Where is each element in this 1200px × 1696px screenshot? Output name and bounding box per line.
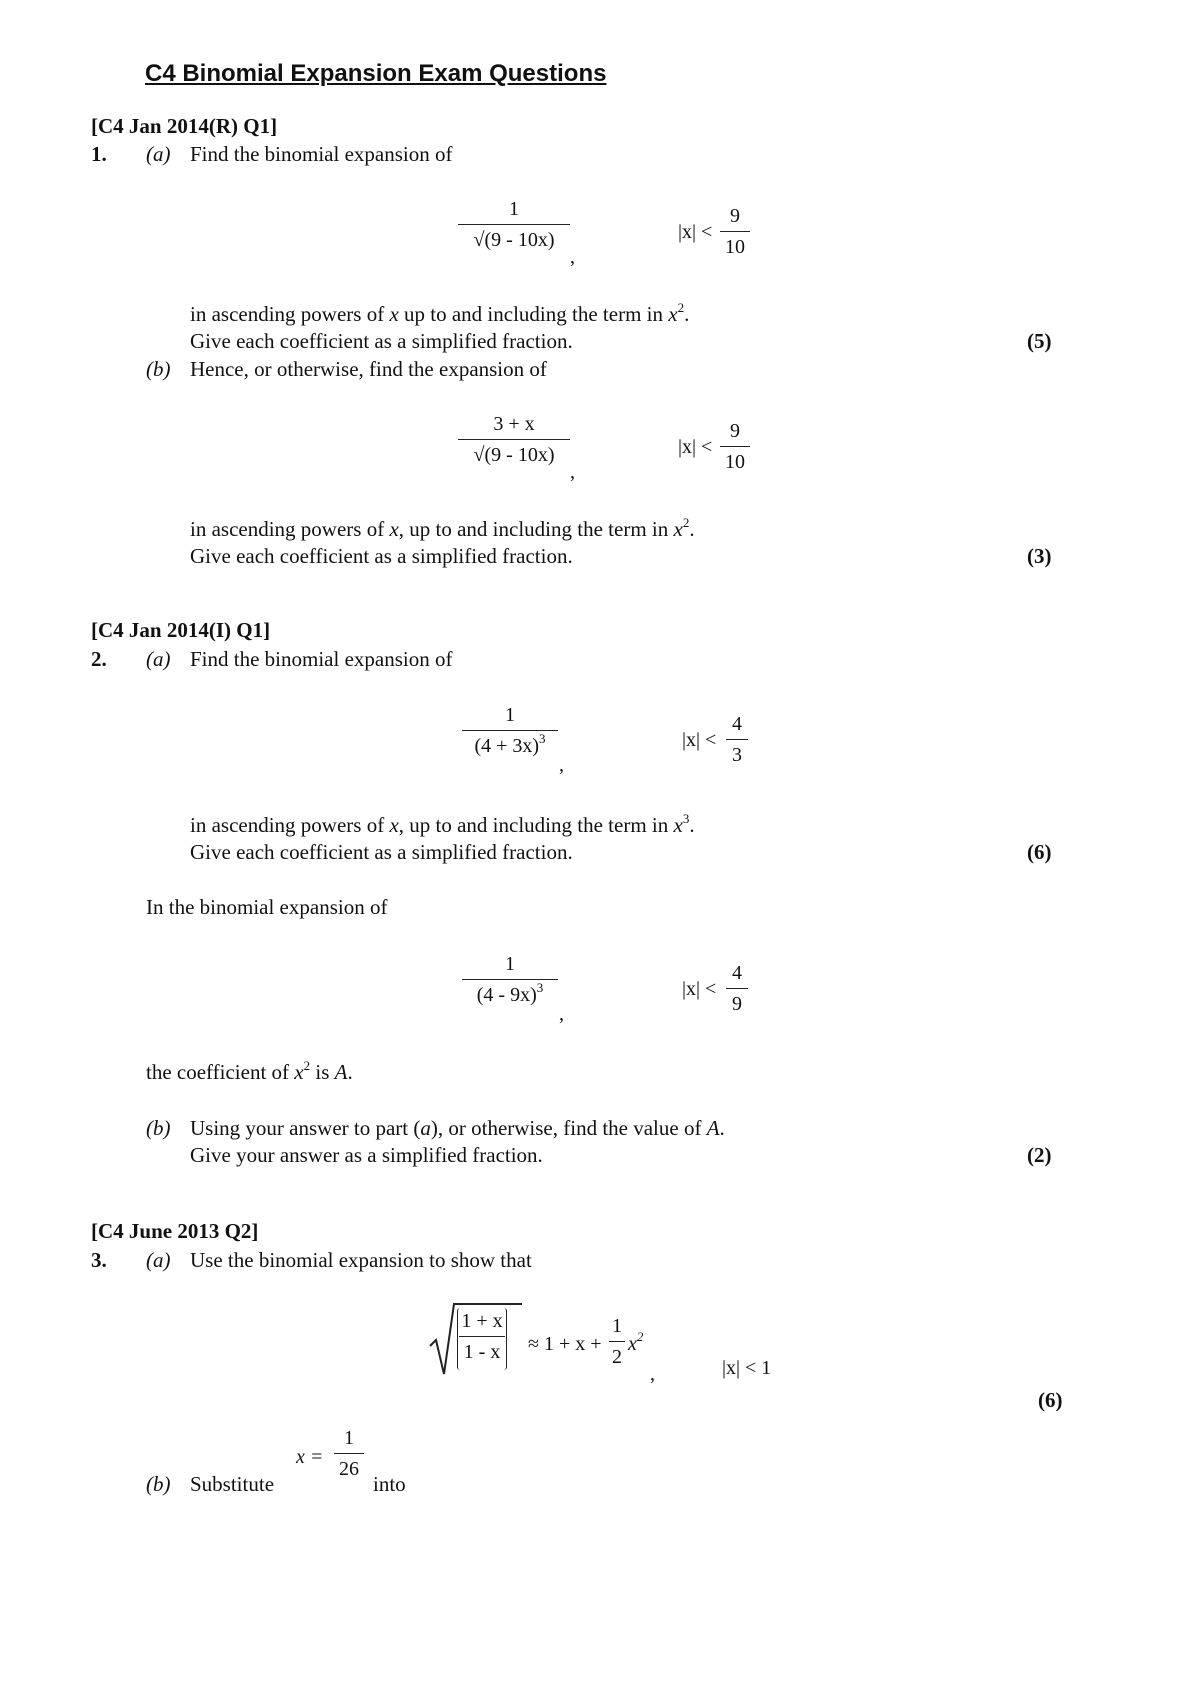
q2-cond1-denominator: 3 <box>732 744 742 766</box>
text: , up to and including the term in <box>398 813 674 837</box>
q2-header: [C4 Jan 2014(I) Q1] <box>91 618 271 642</box>
fraction-bar <box>720 231 750 232</box>
q3-half-fraction <box>609 1313 625 1370</box>
q3-half-numerator: 1 <box>612 1315 622 1337</box>
q2-expr1-denominator <box>462 733 558 759</box>
q1-expr1-denominator: √(9 - 10x) <box>473 229 555 251</box>
text: (4 + 3x) <box>474 735 540 757</box>
q2b-prompt <box>190 1116 725 1141</box>
variable: x <box>668 302 678 326</box>
q2-cond2-numerator: 4 <box>732 962 742 984</box>
q1-expr2-denominator: √(9 - 10x) <box>473 444 555 466</box>
q3a-label: (a) <box>146 1248 171 1272</box>
comma: , <box>570 461 575 483</box>
variable: x <box>673 813 683 837</box>
text: , up to and including the term in <box>398 517 674 541</box>
q1-expr2-numerator: 3 + x <box>493 413 535 435</box>
variable: x <box>673 517 683 541</box>
q2a-line2: Give each coefficient as a simplified fraction. <box>190 840 573 864</box>
q1b-prompt: Hence, or otherwise, find the expansion of <box>190 357 547 381</box>
exponent: 2 <box>682 515 690 530</box>
comma: , <box>650 1363 655 1385</box>
text: (4 - 9x) <box>476 984 537 1006</box>
text: ), or otherwise, find the value of <box>430 1116 707 1140</box>
q3b-sub-denominator: 26 <box>339 1458 359 1480</box>
q2-expr2-denominator <box>462 982 558 1008</box>
q3-number: 3. <box>91 1248 107 1272</box>
q1b-line1 <box>190 517 695 542</box>
q1-cond2-fraction <box>720 418 750 475</box>
fraction-bar <box>462 979 558 980</box>
q2-expr1-numerator: 1 <box>505 704 515 726</box>
q2a-marks: (6) <box>1027 840 1052 864</box>
variable: A <box>334 1060 348 1084</box>
q2-expr2-numerator: 1 <box>505 953 515 975</box>
comma: , <box>559 754 564 776</box>
text: . <box>689 813 695 837</box>
variable: A <box>706 1116 720 1140</box>
q1a-line2: Give each coefficient as a simplified fraction. <box>190 329 573 353</box>
q1a-prompt: Find the binomial expansion of <box>190 142 453 166</box>
q1-expr1-numerator: 1 <box>509 198 519 220</box>
q2a-prompt: Find the binomial expansion of <box>190 647 453 671</box>
q2-cond1-numerator: 4 <box>732 713 742 735</box>
q1b-line2: Give each coefficient as a simplified fraction. <box>190 544 573 568</box>
q2a-line1 <box>190 813 695 838</box>
exponent: 3 <box>536 980 544 995</box>
q2-cond1-fraction <box>726 711 748 768</box>
variable: x <box>628 1333 637 1355</box>
q3-root-denominator: 1 - x <box>463 1341 501 1363</box>
q1a-marks: (5) <box>1027 329 1052 353</box>
q3b-label: (b) <box>146 1472 171 1496</box>
q2-cond2-lhs: |x| < <box>682 978 717 1000</box>
text: Using your answer to part ( <box>190 1116 421 1140</box>
exponent: 2 <box>677 300 685 315</box>
fraction-bar <box>458 224 570 225</box>
q1a-line1 <box>190 302 689 327</box>
q1-header: [C4 Jan 2014(R) Q1] <box>91 114 278 138</box>
part-reference: a <box>420 1116 431 1140</box>
text: in ascending powers of <box>190 813 390 837</box>
q3-condition: |x| < 1 <box>722 1357 772 1379</box>
text: . <box>719 1116 725 1140</box>
variable: x <box>389 302 399 326</box>
text: the coefficient of <box>146 1060 295 1084</box>
exponent: 2 <box>303 1058 311 1073</box>
q3b-substitution-fraction <box>334 1425 364 1482</box>
text: is <box>310 1060 335 1084</box>
q2-expression-2 <box>462 951 558 1008</box>
text: up to and including the term in <box>398 302 669 326</box>
q1-cond2-denominator: 10 <box>725 451 745 473</box>
variable: x <box>294 1060 304 1084</box>
text: . <box>684 302 690 326</box>
comma: , <box>559 1003 564 1025</box>
variable: x <box>389 813 399 837</box>
fraction-bar <box>609 1341 625 1342</box>
fraction-bar <box>720 446 750 447</box>
q2-intro: In the binomial expansion of <box>146 895 388 919</box>
q2b-marks: (2) <box>1027 1143 1052 1167</box>
fraction-bar <box>458 439 570 440</box>
q3-header: [C4 June 2013 Q2] <box>91 1219 259 1243</box>
q1-cond1-denominator: 10 <box>725 236 745 258</box>
text: in ascending powers of <box>190 302 390 326</box>
q3-approximation: ≈ 1 + x + <box>528 1333 602 1355</box>
q1-cond2-lhs: |x| < <box>678 436 713 458</box>
q1a-label: (a) <box>146 142 171 166</box>
q2-cond1-lhs: |x| < <box>682 729 717 751</box>
q3a-prompt: Use the binomial expansion to show that <box>190 1248 532 1272</box>
q1-cond2-numerator: 9 <box>730 420 740 442</box>
comma: , <box>570 246 575 268</box>
fraction-bar <box>334 1453 364 1454</box>
q2-expression-1 <box>462 702 558 759</box>
q1-expression-1 <box>458 196 570 253</box>
q2a-label: (a) <box>146 647 171 671</box>
q1b-label: (b) <box>146 357 171 381</box>
q2b-line2: Give your answer as a simplified fraction. <box>190 1143 543 1167</box>
text: . <box>689 517 695 541</box>
q2-cond2-denominator: 9 <box>732 993 742 1015</box>
q3-root-numerator: 1 + x <box>461 1310 503 1332</box>
q3b-prompt: Substitute <box>190 1472 275 1496</box>
q1-cond1-numerator: 9 <box>730 205 740 227</box>
exponent: 3 <box>682 811 690 826</box>
q2-cond2-fraction <box>726 960 748 1017</box>
text: in ascending powers of <box>190 517 390 541</box>
exponent: 3 <box>539 731 546 746</box>
text: . <box>347 1060 353 1084</box>
q3-x-squared <box>628 1329 644 1356</box>
q2-number: 2. <box>91 647 107 671</box>
q3b-sub-numerator: 1 <box>344 1427 354 1449</box>
exponent: 2 <box>636 1329 644 1344</box>
q3-half-denominator: 2 <box>612 1346 622 1368</box>
page-title: C4 Binomial Expansion Exam Questions <box>145 60 607 87</box>
fraction-bar <box>726 739 748 740</box>
q1-cond1-lhs: |x| < <box>678 221 713 243</box>
variable: x <box>389 517 399 541</box>
q3b-substitution-lhs: x = <box>296 1446 324 1468</box>
q3-root-fraction <box>459 1308 505 1365</box>
q1-number: 1. <box>91 142 107 166</box>
q1-cond1-fraction <box>720 203 750 260</box>
fraction-bar <box>459 1336 505 1337</box>
q2b-label: (b) <box>146 1116 171 1140</box>
fraction-bar <box>726 988 748 989</box>
q2-coefficient-statement <box>146 1060 353 1085</box>
q3a-marks: (6) <box>1038 1388 1063 1412</box>
q1-expression-2 <box>458 411 570 468</box>
q1b-marks: (3) <box>1027 544 1052 568</box>
q3b-prompt-end: into <box>373 1472 406 1496</box>
